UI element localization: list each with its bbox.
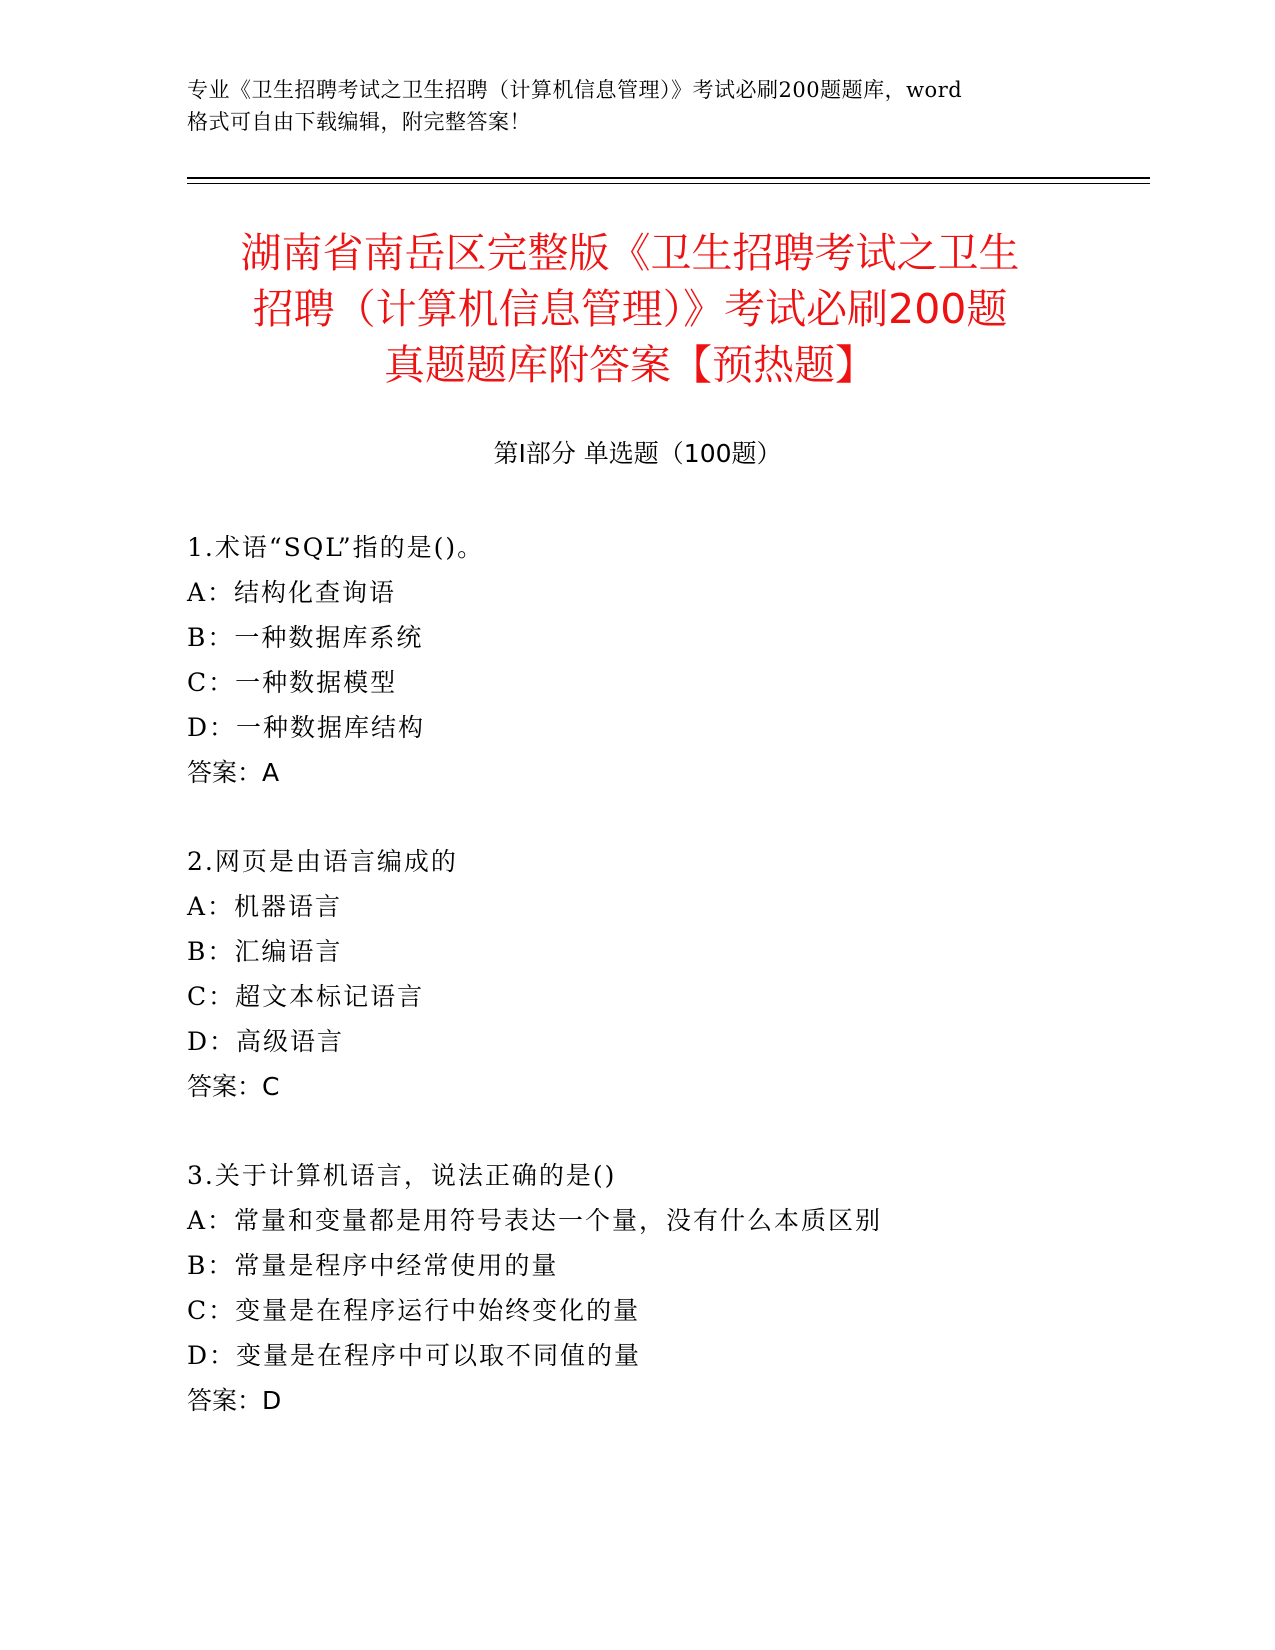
option-c: C：超文本标记语言 (187, 982, 425, 1011)
option-d: D：变量是在程序中可以取不同值的量 (187, 1341, 642, 1370)
answer: 答案：A (187, 758, 280, 787)
question-3 (187, 1153, 1147, 1423)
header-divider-thick (187, 177, 1150, 179)
document-title-line-1: 湖南省南岳区完整版《卫生招聘考试之卫生 (240, 229, 1020, 277)
option-a: A：机器语言 (187, 892, 343, 921)
document-title-line-2: 招聘（计算机信息管理）》考试必刷200题 (252, 285, 1008, 333)
question-1 (187, 525, 1147, 795)
option-c: C：变量是在程序运行中始终变化的量 (187, 1296, 641, 1325)
header-divider-thin (187, 183, 1150, 184)
option-b: B：一种数据库系统 (187, 623, 424, 652)
option-b: B：常量是程序中经常使用的量 (187, 1251, 559, 1280)
question-stem: 2.网页是由语言编成的 (187, 847, 458, 876)
question-stem: 1.术语“SQL”指的是()。 (187, 533, 485, 562)
section-title: 第Ⅰ部分 单选题（100题） (493, 439, 782, 468)
option-c: C：一种数据模型 (187, 668, 398, 697)
option-d: D：一种数据库结构 (187, 713, 426, 742)
answer: 答案：C (187, 1072, 280, 1101)
option-a: A：结构化查询语 (187, 578, 397, 607)
question-list (187, 525, 1147, 1467)
answer: 答案：D (187, 1386, 282, 1415)
document-title (180, 225, 1080, 393)
question-stem: 3.关于计算机语言，说法正确的是() (187, 1161, 617, 1190)
document-title-line-3: 真题题库附答案【预热题】 (384, 341, 876, 389)
option-b: B：汇编语言 (187, 937, 343, 966)
header-note-line-1: 专业《卫生招聘考试之卫生招聘（计算机信息管理）》考试必刷200题题库，word (187, 78, 963, 102)
question-2 (187, 839, 1147, 1109)
header-note (187, 74, 1087, 138)
header-note-line-2: 格式可自由下载编辑，附完整答案！ (187, 110, 531, 134)
option-d: D：高级语言 (187, 1027, 345, 1056)
option-a: A：常量和变量都是用符号表达一个量，没有什么本质区别 (187, 1206, 883, 1235)
